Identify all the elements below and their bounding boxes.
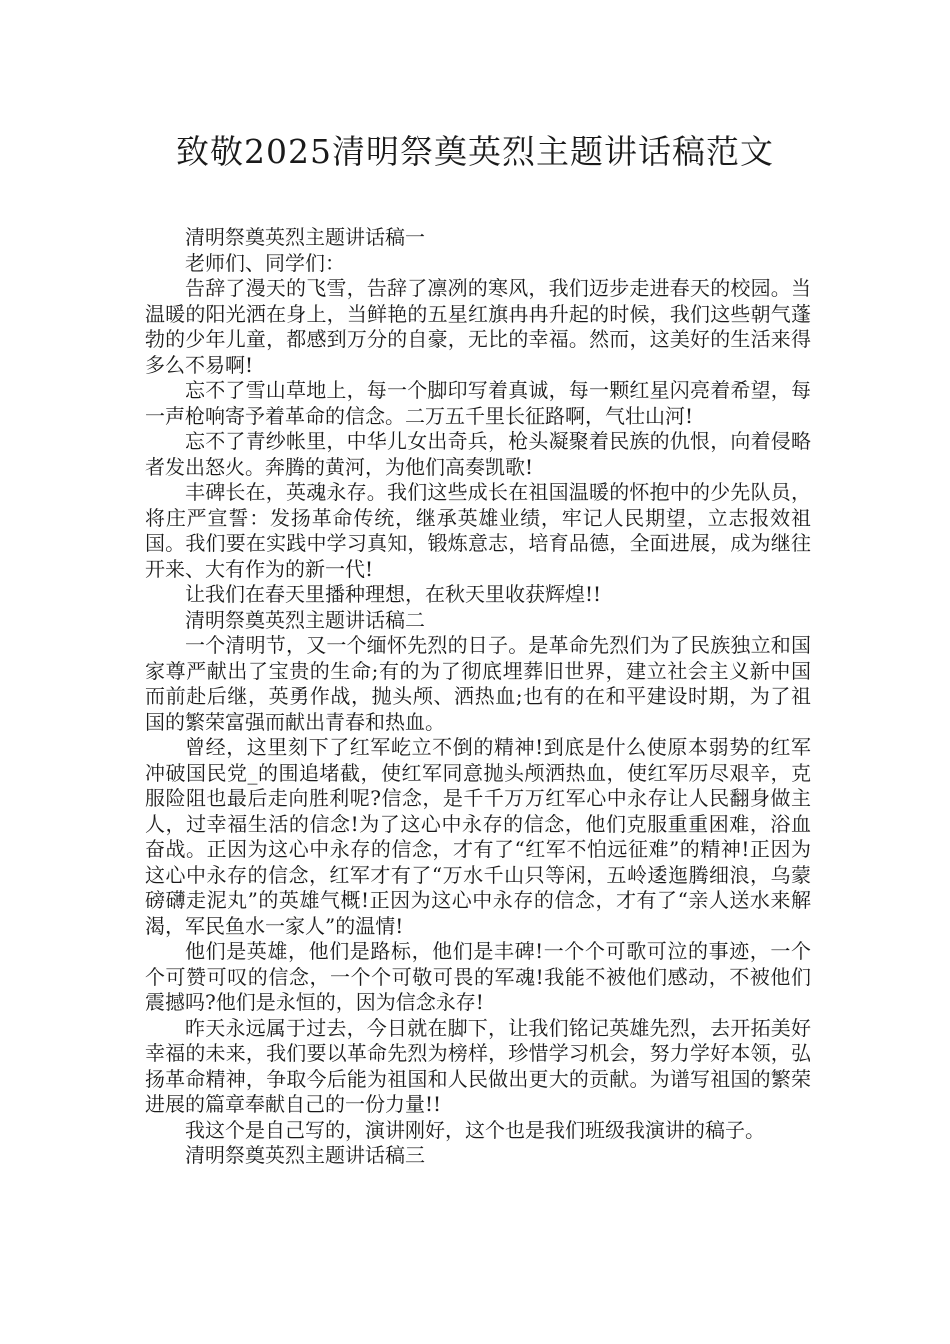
body-paragraph: 一个清明节，又一个缅怀先烈的日子。是革命先烈们为了民族独立和国家尊严献出了宝贵的生命;有的为了彻底埋葬旧世界，建立社会主义新中国而前赴后继，英勇作战，抛头颅、洒热血;也有的在和平建设时期，为了祖国的繁荣富强而献出青春和热血。 xyxy=(145,633,811,734)
section-heading-1: 清明祭奠英烈主题讲话稿一 xyxy=(185,225,425,249)
body-paragraph: 我这个是自己写的，演讲刚好，这个也是我们班级我演讲的稿子。 xyxy=(185,1117,765,1142)
body-paragraph: 曾经，这里刻下了红军屹立不倒的精神!到底是什么使原本弱势的红军冲破国民党_的围追堵截，使红军同意抛头颅洒热血，使红军历尽艰辛，克服险阻也最后走向胜利呢?信念，是千千万万红军心中永存让人民翻身做主人，过幸福生活的信念!为了这心中永存的信念，他们克服重重困难，浴血奋战。正因为这心中永存的信念，才有了“红军不怕远征难”的精神!正因为这心中永存的信念，红军才有了“万水千山只等闲，五岭逶迤腾细浪，乌蒙磅礴走泥丸”的英雄气概!正因为这心中永存的信念，才有了“亲人送水来解渴，军民鱼水一家人”的温情! xyxy=(145,735,811,938)
body-paragraph: 他们是英雄，他们是路标，他们是丰碑!一个个可歌可泣的事迹，一个个可赞可叹的信念，一个个可敬可畏的军魂!我能不被他们感动，不被他们震撼吗?他们是永恒的，因为信念永存! xyxy=(145,939,811,1014)
body-paragraph: 告辞了漫天的飞雪，告辞了凛冽的寒风，我们迈步走进春天的校园。当温暖的阳光洒在身上，当鲜艳的五星红旗冉冉升起的时候，我们这些朝气蓬勃的少年儿童，都感到万分的自豪，无比的幸福。然而，这美好的生活来得多么不易啊! xyxy=(145,276,811,377)
body-paragraph: 忘不了雪山草地上，每一个脚印写着真诚，每一颗红星闪亮着希望，每一声枪响寄予着革命的信念。二万五千里长征路啊，气壮山河! xyxy=(145,378,811,428)
body-paragraph: 昨天永远属于过去，今日就在脚下，让我们铭记英雄先烈，去开拓美好幸福的未来，我们要以革命先烈为榜样，珍惜学习机会，努力学好本领，弘扬革命精神，争取今后能为祖国和人民做出更大的贡献。为谱写祖国的繁荣进展的篇章奉献自己的一份力量!! xyxy=(145,1015,811,1116)
section-heading-3: 清明祭奠英烈主题讲话稿三 xyxy=(185,1143,425,1167)
body-paragraph: 让我们在春天里播种理想，在秋天里收获辉煌!! xyxy=(185,582,602,606)
section-heading-2: 清明祭奠英烈主题讲话稿二 xyxy=(185,607,425,632)
body-paragraph: 丰碑长在，英魂永存。我们这些成长在祖国温暖的怀抱中的少先队员，将庄严宣誓：发扬革命传统，继承英雄业绩，牢记人民期望，立志报效祖国。我们要在实践中学习真知，锻炼意志，培育品德，全面进展，成为继往开来、大有作为的新一代! xyxy=(145,480,811,581)
salutation: 老师们、同学们： xyxy=(185,250,345,275)
document-title: 致敬2025清明祭奠英烈主题讲话稿范文 xyxy=(176,132,774,171)
body-paragraph: 忘不了青纱帐里，中华儿女出奇兵，枪头凝聚着民族的仇恨，向着侵略者发出怒火。奔腾的黄河，为他们高奏凯歌! xyxy=(145,429,811,479)
document-body xyxy=(145,225,811,1169)
